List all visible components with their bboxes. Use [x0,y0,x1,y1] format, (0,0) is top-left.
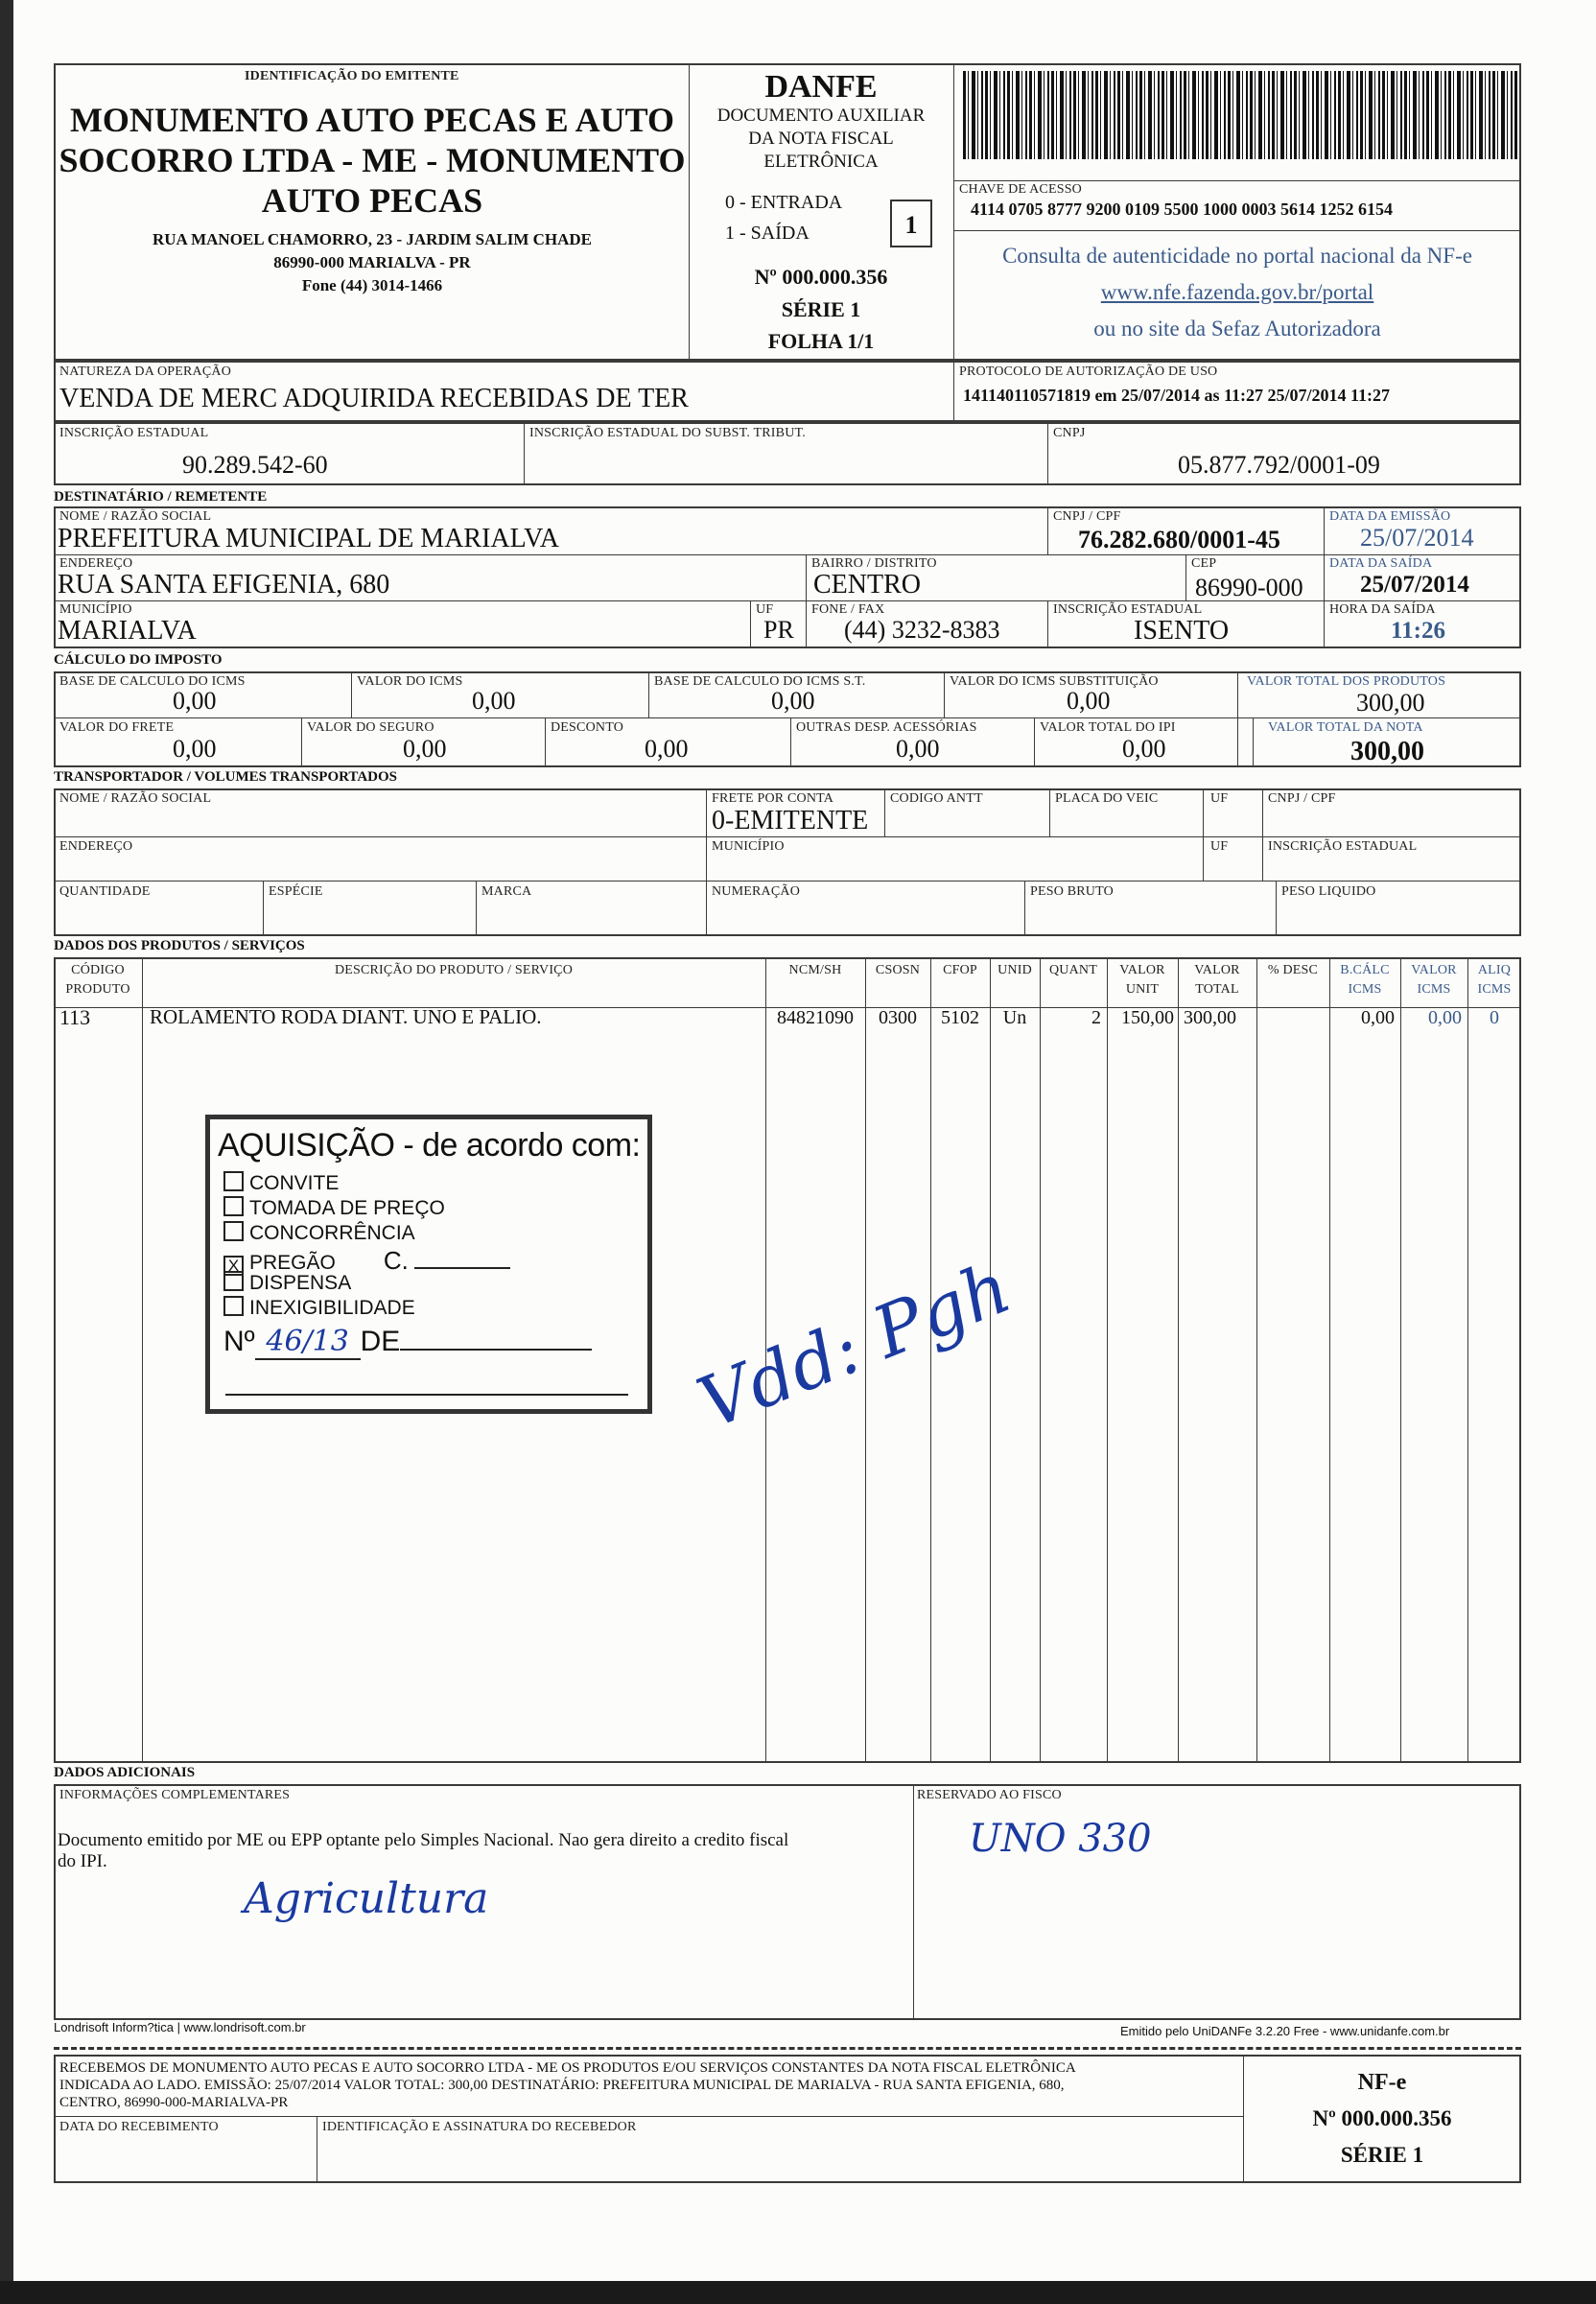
aquisicao-stamp [205,1115,652,1414]
divider [1047,600,1048,648]
ipi-label: VALOR TOTAL DO IPI [1040,720,1176,735]
th-codigo-2: PRODUTO [65,982,130,997]
frete: 0,00 [173,735,217,763]
chave-label: CHAVE DE ACESSO [959,182,1082,197]
checkbox-icon [223,1196,244,1216]
divider [689,63,690,361]
checkbox-icon [223,1221,244,1241]
danfe-folha: FOLHA 1/1 [767,329,875,353]
divider [1024,881,1025,936]
dest-nome: PREFEITURA MUNICIPAL DE MARIALVA [58,524,560,553]
divider [476,881,477,936]
danfe-subtitle-3: ELETRÔNICA [763,152,879,172]
danfe-numero: Nº 000.000.356 [754,265,888,289]
divider [1276,881,1277,936]
canhoto-text-1: RECEBEMOS DE MONUMENTO AUTO PECAS E AUTO SOCORRO LTDA - ME OS PRODUTOS E/OU SERVIÇOS CONSTANTES DA NOTA FISCAL ELETRÔNICA [59,2060,1076,2076]
ie-value: 90.289.542-60 [182,451,328,479]
col-divider [990,957,991,1763]
ie-subst-label: INSCRIÇÃO ESTADUAL DO SUBST. TRIBUT. [529,426,806,440]
danfe-serie: SÉRIE 1 [781,297,861,321]
th-codigo-1: CÓDIGO [71,963,125,977]
stamp-option-pregao: X PREGÃO C. [223,1246,510,1276]
item-bcalc: 0,00 [1361,1007,1395,1028]
transp-antt-label: CODIGO ANTT [890,791,983,806]
emitente-label: IDENTIFICAÇÃO DO EMITENTE [245,69,459,83]
outras-label: OUTRAS DESP. ACESSÓRIAS [796,720,977,735]
imposto-section: CÁLCULO DO IMPOSTO [54,652,223,668]
checkbox-icon [223,1271,244,1291]
th-aliq-1: ALIQ [1477,963,1512,977]
divider [301,717,302,767]
natureza-value: VENDA DE MERC ADQUIRIDA RECEBIDAS DE TER [59,384,689,413]
item-unid: Un [1002,1007,1027,1028]
danfe-entrada: 0 - ENTRADA [725,192,843,213]
transp-uf-label: UF [1210,791,1229,806]
th-vunit-1: VALOR [1119,963,1165,977]
divider [913,1784,914,2020]
divider [1185,554,1186,600]
th-quant: QUANT [1049,963,1097,977]
total-prod-label: VALOR TOTAL DOS PRODUTOS [1247,674,1446,689]
canhoto-ident-label: IDENTIFICAÇÃO E ASSINATURA DO RECEBEDOR [322,2120,637,2134]
th-vtotal-1: VALOR [1194,963,1240,977]
divider [54,2116,1243,2117]
consulta-2[interactable]: www.nfe.fazenda.gov.br/portal [1100,280,1374,304]
divider [54,881,1521,882]
stamp-option-inexigibilidade: INEXIGIBILIDADE [223,1296,415,1320]
dest-cep: 86990-000 [1195,574,1303,601]
transportador-section: TRANSPORTADOR / VOLUMES TRANSPORTADOS [54,769,398,785]
valor-icms: 0,00 [472,687,516,715]
frete-label: VALOR DO FRETE [59,720,175,735]
col-divider [142,957,143,1763]
dest-municipio: MARIALVA [58,616,197,646]
th-vtotal-2: TOTAL [1195,982,1239,997]
item-vicms: 0,00 [1428,1007,1462,1028]
stamp-signature-line [225,1394,628,1396]
divider [351,671,352,717]
danfe-saida: 1 - SAÍDA [725,223,810,244]
th-descricao: DESCRIÇÃO DO PRODUTO / SERVIÇO [334,963,574,977]
base-icms-label: BASE DE CALCULO DO ICMS [59,674,246,689]
divider [648,671,649,717]
col-divider [1467,957,1468,1763]
outras: 0,00 [896,735,940,763]
dest-fone: (44) 3232-8383 [844,616,1000,644]
transp-endereco-label: ENDEREÇO [59,839,133,854]
base-icms: 0,00 [173,687,217,715]
divider [706,788,707,936]
transp-quantidade-label: QUANTIDADE [59,884,151,899]
dest-fone-label: FONE / FAX [811,602,885,617]
canhoto-text-2: INDICADA AO LADO. EMISSÃO: 25/07/2014 VALOR TOTAL: 300,00 DESTINATÁRIO: PREFEITURA MUNICIPAL DE MARIALVA - RUA SANTA EFIGENIA, 680, [59,2078,1065,2093]
item-csosn: 0300 [879,1007,917,1028]
divider [54,836,1521,837]
item-vunit: 150,00 [1121,1007,1174,1028]
dest-cep-label: CEP [1191,556,1217,571]
total-prod: 300,00 [1356,689,1425,717]
transp-uf2-label: UF [1210,839,1229,854]
stamp-numero: Nº 46/13 DE [223,1325,592,1360]
divider [54,554,1521,555]
dest-ie: ISENTO [1134,616,1230,646]
item-ncm: 84821090 [777,1007,854,1028]
signature-handwriting: Vdd: Pgh [687,1246,1022,1446]
divider [524,422,525,485]
stamp-option-tomada: TOMADA DE PREÇO [223,1196,445,1220]
stamp-option-concorrencia: CONCORRÊNCIA [223,1221,415,1245]
emitente-name-3: AUTO PECAS [261,181,483,220]
transp-peso-liquido-label: PESO LIQUIDO [1281,884,1376,899]
adicionais-section: DADOS ADICIONAIS [54,1765,196,1780]
transp-ie-label: INSCRIÇÃO ESTADUAL [1268,839,1418,854]
dest-municipio-label: MUNICÍPIO [59,602,132,617]
dest-uf: PR [763,616,794,644]
dest-bairro: CENTRO [813,570,921,600]
th-vicms-1: VALOR [1411,963,1457,977]
transp-nome-label: NOME / RAZÃO SOCIAL [59,791,212,806]
divider [884,788,885,836]
stamp-option-dispensa: DISPENSA [223,1271,351,1295]
transp-cnpj-label: CNPJ / CPF [1268,791,1336,806]
divider [1253,717,1254,767]
agricultura-handwriting: Agricultura [244,1874,489,1923]
seguro: 0,00 [403,735,447,763]
fisco-label: RESERVADO AO FISCO [917,1788,1062,1802]
base-st-label: BASE DE CALCULO DO ICMS S.T. [654,674,866,689]
dest-saida: 25/07/2014 [1360,572,1469,598]
canhoto-nfe: NF-e [1357,2070,1407,2095]
total-nota: 300,00 [1350,737,1424,766]
divider [790,717,791,767]
col-divider [1329,957,1330,1763]
danfe-subtitle-1: DOCUMENTO AUXILIAR [716,106,926,126]
col-divider [1178,957,1179,1763]
transp-marca-label: MARCA [481,884,532,899]
scan-edge-bottom [0,2281,1596,2304]
stamp-title: AQUISIÇÃO - de acordo com: [218,1127,641,1164]
divider [1243,2055,1244,2183]
divider [1049,788,1050,836]
ipi: 0,00 [1122,735,1166,763]
divider [54,717,1521,718]
col-divider [1040,957,1041,1763]
divider [806,554,807,648]
dest-hora: 11:26 [1391,618,1445,644]
emitente-name-1: MONUMENTO AUTO PECAS E AUTO [69,101,675,139]
emitente-address-1: RUA MANOEL CHAMORRO, 23 - JARDIM SALIM CHADE [152,230,593,248]
th-vunit-2: UNIT [1125,982,1160,997]
divider [953,361,954,422]
desconto: 0,00 [645,735,689,763]
divider [1047,506,1048,554]
item-codigo: 113 [59,1005,91,1029]
dest-endereco-label: ENDEREÇO [59,556,133,571]
total-nota-label: VALOR TOTAL DA NOTA [1268,720,1423,735]
dest-emissao-label: DATA DA EMISSÃO [1329,509,1451,524]
transp-especie-label: ESPÉCIE [269,884,323,899]
col-divider [930,957,931,1763]
valor-icms-label: VALOR DO ICMS [357,674,463,689]
scan-edge [0,0,13,2304]
footer-right: Emitido pelo UniDANFe 3.2.20 Free - www.unidanfe.com.br [1120,2024,1450,2038]
dest-ie-label: INSCRIÇÃO ESTADUAL [1053,602,1203,617]
divider [953,230,1521,231]
dest-endereco: RUA SANTA EFIGENIA, 680 [58,570,390,600]
cnpj-value: 05.877.792/0001-09 [1178,451,1380,479]
canhoto-serie: SÉRIE 1 [1340,2143,1424,2167]
transp-peso-bruto-label: PESO BRUTO [1030,884,1114,899]
divider [953,180,1521,181]
transp-municipio-label: MUNICÍPIO [712,839,785,854]
transp-frete: 0-EMITENTE [712,806,869,835]
item-aliq: 0 [1490,1007,1499,1028]
info-text-2: do IPI. [58,1851,107,1871]
dest-bairro-label: BAIRRO / DISTRITO [811,556,937,571]
chave-value: 4114 0705 8777 9200 0109 5500 1000 0003 5614 1252 6154 [971,200,1394,219]
danfe-tipo-box: 1 [890,200,932,247]
transp-frete-label: FRETE POR CONTA [712,791,834,806]
divider [1262,788,1263,881]
danfe-subtitle-2: DA NOTA FISCAL [748,129,894,149]
checkbox-checked-icon: X [223,1256,244,1276]
item-vtotal: 300,00 [1184,1007,1236,1028]
divider [1324,506,1325,648]
divider [263,881,264,936]
danfe-title: DANFE [764,69,878,105]
th-desc: % DESC [1267,963,1319,977]
divider [944,671,945,717]
emitente-name-2: SOCORRO LTDA - ME - MONUMENTO [59,141,686,179]
checkbox-icon [223,1171,244,1191]
produtos-section: DADOS DOS PRODUTOS / SERVIÇOS [54,938,305,953]
consulta-1: Consulta de autenticidade no portal nacional da NF-e [1002,244,1472,268]
checkbox-icon [223,1296,244,1316]
th-vicms-2: ICMS [1417,982,1451,997]
dest-emissao: 25/07/2014 [1360,524,1474,552]
item-cfop: 5102 [941,1007,979,1028]
canhoto-text-3: CENTRO, 86990-000-MARIALVA-PR [59,2095,289,2110]
transp-numeracao-label: NUMERAÇÃO [712,884,801,899]
divider [545,717,546,767]
divider [1034,717,1035,767]
info-text-1: Documento emitido por ME ou EPP optante pelo Simples Nacional. Nao gera direito a credito fiscal [58,1830,789,1850]
dest-saida-label: DATA DA SAÍDA [1329,556,1433,571]
protocolo-value: 141140110571819 em 25/07/2014 as 11:27 25/07/2014 11:27 [963,386,1391,405]
th-bcalc-2: ICMS [1348,982,1382,997]
ie-label: INSCRIÇÃO ESTADUAL [59,426,209,440]
col-divider [1400,957,1401,1763]
dest-nome-label: NOME / RAZÃO SOCIAL [59,509,212,524]
divider [750,600,751,648]
cut-line [54,2047,1521,2050]
destinatario-section: DESTINATÁRIO / REMETENTE [54,489,268,505]
col-divider [1107,957,1108,1763]
emitente-address-2: 86990-000 MARIALVA - PR [273,253,471,271]
base-st: 0,00 [771,687,815,715]
natureza-label: NATUREZA DA OPERAÇÃO [59,364,232,379]
canhoto-data-label: DATA DO RECEBIMENTO [59,2120,219,2134]
barcode [963,71,1519,159]
uno-handwriting: UNO 330 [969,1817,1152,1861]
item-descricao: ROLAMENTO RODA DIANT. UNO E PALIO. [150,1005,542,1028]
item-quant: 2 [1091,1007,1101,1028]
th-unid: UNID [998,963,1032,977]
canhoto-numero: Nº 000.000.356 [1312,2106,1452,2130]
th-csosn: CSOSN [875,963,921,977]
divider [1203,788,1204,881]
info-label: INFORMAÇÕES COMPLEMENTARES [59,1788,291,1802]
stamp-option-convite: CONVITE [223,1171,339,1195]
footer-left: Londrisoft Inform?tica | www.londrisoft.com.br [54,2020,306,2034]
emitente-phone: Fone (44) 3014-1466 [301,276,443,294]
cnpj-label: CNPJ [1053,426,1086,440]
dest-cnpj: 76.282.680/0001-45 [1078,526,1280,553]
seguro-label: VALOR DO SEGURO [307,720,434,735]
th-aliq-2: ICMS [1477,982,1512,997]
consulta-3: ou no site da Sefaz Autorizadora [1093,317,1381,341]
divider [953,63,954,361]
th-bcalc-1: B.CÁLC [1340,963,1390,977]
valor-st-label: VALOR DO ICMS SUBSTITUIÇÃO [950,674,1159,689]
divider [1047,422,1048,485]
protocolo-label: PROTOCOLO DE AUTORIZAÇÃO DE USO [959,364,1218,379]
dest-cnpj-label: CNPJ / CPF [1053,509,1121,524]
dest-uf-label: UF [756,602,774,617]
dest-hora-label: HORA DA SAÍDA [1329,602,1436,617]
th-ncm: NCM/SH [788,963,842,977]
divider [1237,671,1238,767]
desconto-label: DESCONTO [551,720,624,735]
col-divider [1256,957,1257,1763]
th-cfop: CFOP [943,963,977,977]
stamp-numero-hand: 46/13 [255,1325,361,1360]
transp-placa-label: PLACA DO VEIC [1055,791,1159,806]
valor-st: 0,00 [1067,687,1111,715]
